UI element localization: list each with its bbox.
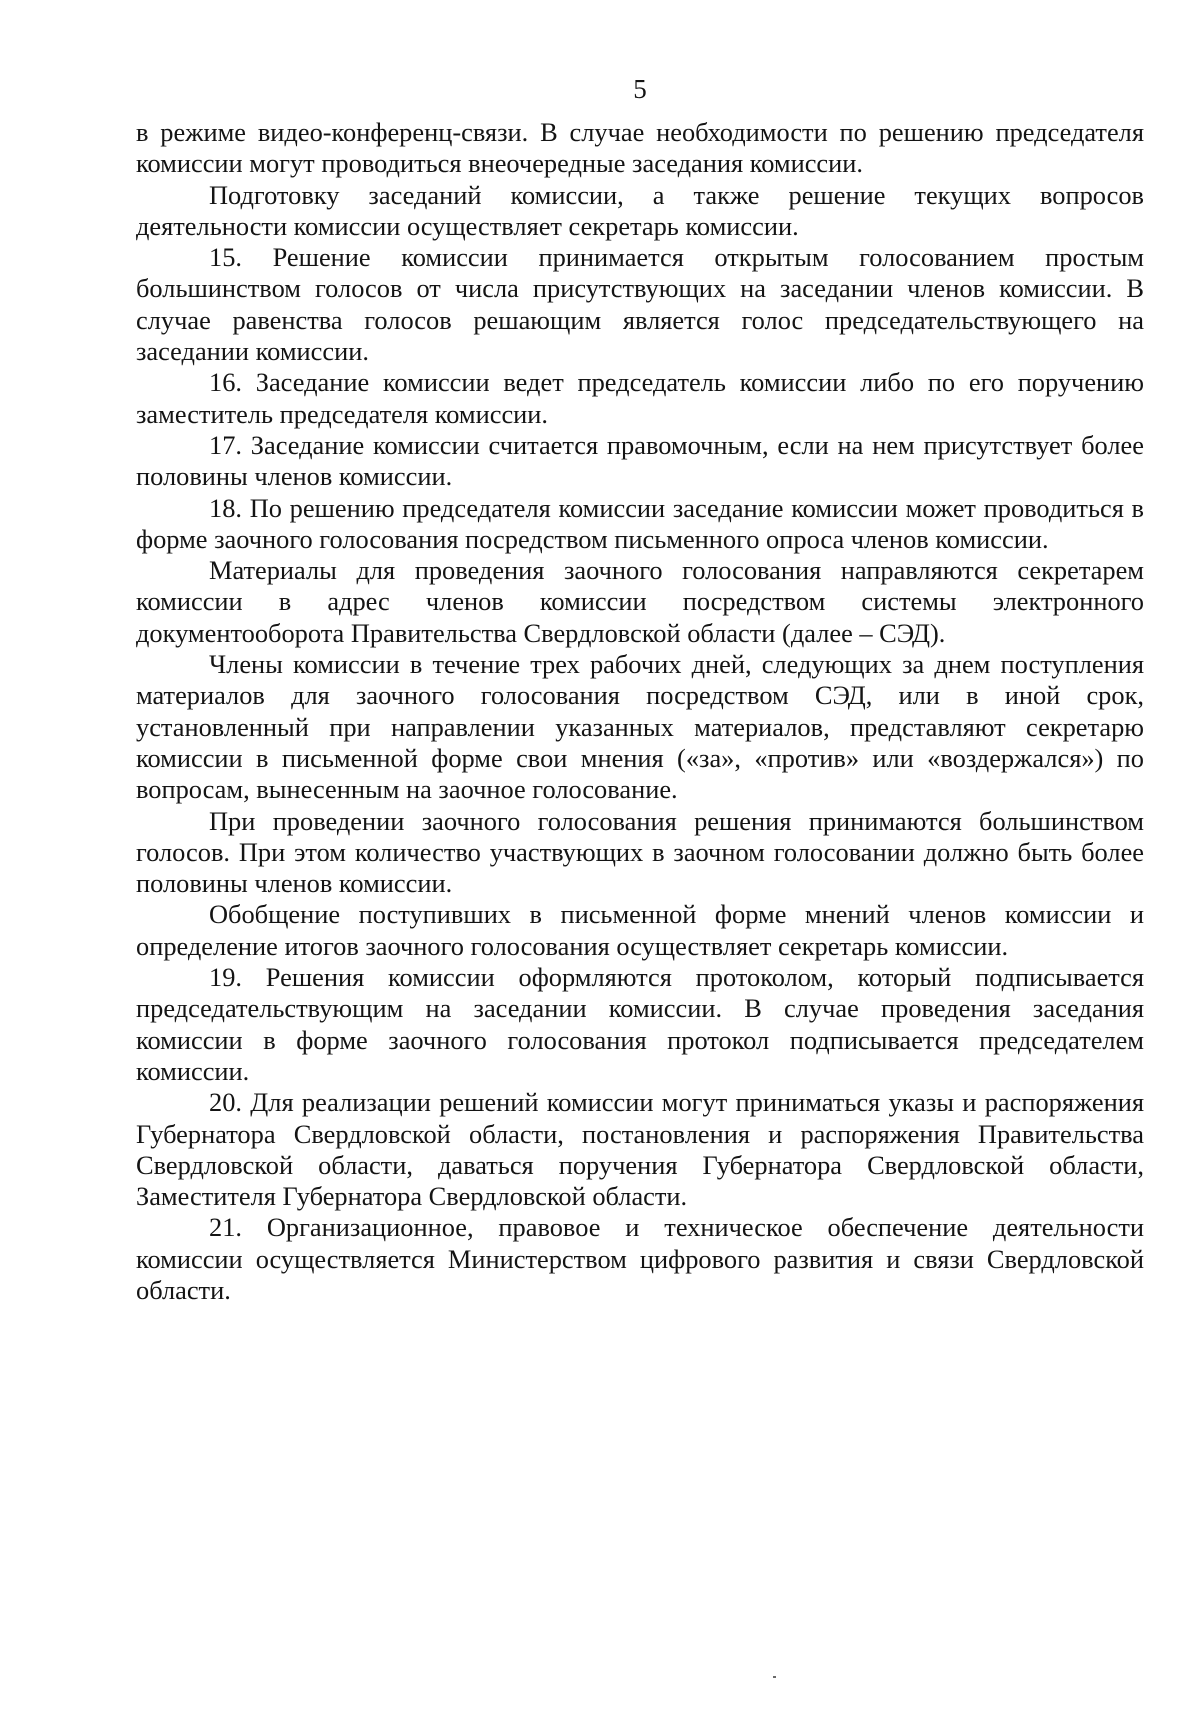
document-body bbox=[136, 117, 1144, 1306]
scan-speck bbox=[773, 1676, 776, 1678]
paragraph-members: Члены комиссии в течение трех рабочих дней, следующих за днем поступления материалов для заочного голосования посредством СЭД, или в иной срок, установленный при направлении указанных материалов, представляют секретарю комиссии в письменной форме свои мнения («за», «против» или «воздержался») по вопросам, вынесенным на заочное голосование. bbox=[136, 649, 1144, 805]
paragraph-item-21: 21. Организационное, правовое и техническое обеспечение деятельности комиссии осуществляется Министерством цифрового развития и связи Свердловской области. bbox=[136, 1212, 1144, 1305]
paragraph-preparation: Подготовку заседаний комиссии, а также решение текущих вопросов деятельности комиссии осуществляет секретарь комиссии. bbox=[136, 179, 1144, 241]
paragraph-item-15: 15. Решение комиссии принимается открытым голосованием простым большинством голосов от числа присутствующих на заседании членов комиссии. В случае равенства голосов решающим является голос председательствующего на заседании комиссии. bbox=[136, 242, 1144, 367]
paragraph-item-18: 18. По решению председателя комиссии заседание комиссии может проводиться в форме заочного голосования посредством письменного опроса членов комиссии. bbox=[136, 492, 1144, 554]
paragraph-item-17: 17. Заседание комиссии считается правомочным, если на нем присутствует более половины членов комиссии. bbox=[136, 429, 1144, 492]
paragraph-item-19: 19. Решения комиссии оформляются протоколом, который подписывается председательствующим на заседании комиссии. В случае проведения заседания комиссии в форме заочного голосования протокол подписывается председателем комиссии. bbox=[136, 962, 1144, 1086]
paragraph-item-20: 20. Для реализации решений комиссии могут приниматься указы и распоряжения Губернатора Свердловской области, постановления и распоряжения Правительства Свердловской области, даваться поручения Губернатора Свердловской области, Заместителя Губернатора Свердловской области. bbox=[136, 1087, 1144, 1212]
paragraph-summary: Обобщение поступивших в письменной форме мнений членов комиссии и определение итогов заочного голосования осуществляет секретарь комиссии. bbox=[136, 899, 1144, 961]
paragraph-item-16: 16. Заседание комиссии ведет председатель комиссии либо по его поручению заместитель председателя комиссии. bbox=[136, 367, 1144, 429]
paragraph-majority: При проведении заочного голосования решения принимаются большинством голосов. При этом количество участвующих в заочном голосовании должно быть более половины членов комиссии. bbox=[136, 805, 1144, 899]
paragraph-continuation: в режиме видео-конференц-связи. В случае необходимости по решению председателя комиссии могут проводиться внеочередные заседания комиссии. bbox=[136, 117, 1144, 179]
page-number: 5 bbox=[633, 74, 647, 104]
paragraph-materials: Материалы для проведения заочного голосования направляются секретарем комиссии в адрес членов комиссии посредством системы электронного документооборота Правительства Свердловской области (далее – СЭД). bbox=[136, 555, 1144, 648]
